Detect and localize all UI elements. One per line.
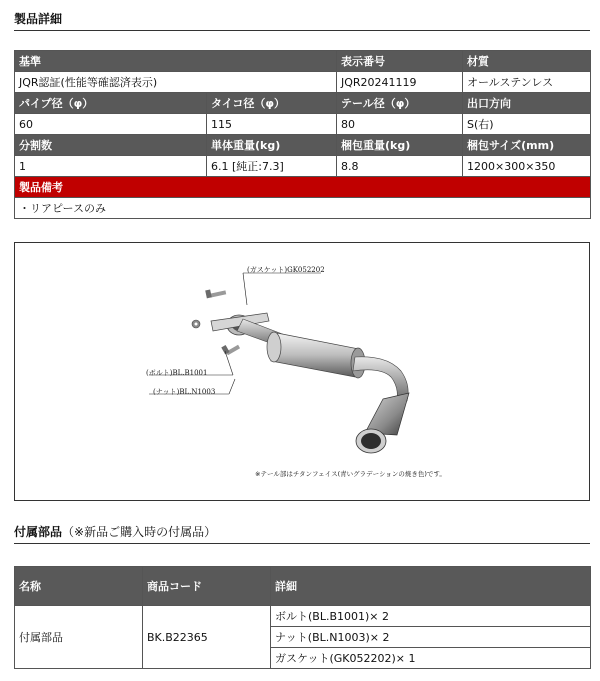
exhaust-diagram [14,242,590,501]
remarks-header-row [15,177,591,198]
value-exit-direction: S(右) [463,114,591,135]
bolt-callout: (ボルト)BL.B1001 [146,369,208,377]
accessory-name: 付属部品 [15,606,143,669]
header-tail-diameter: テール径（φ） [337,93,463,114]
value-package-weight: 8.8 [337,156,463,177]
accessories-subtitle: （※新品ご購入時の付属品） [62,525,217,539]
value-package-size: 1200×300×350 [463,156,591,177]
remarks-row [15,198,591,219]
remarks-header: 製品備考 [15,177,591,198]
value-standard: JQR認証(性能等確認済表示) [15,72,337,93]
spec-table [14,50,591,219]
value-unit-weight: 6.1 [純正:7.3] [207,156,337,177]
header-pipe-diameter: パイプ径（φ） [15,93,207,114]
section-divider [14,30,590,31]
accessories-title: 付属部品 [14,525,63,539]
header-material: 材質 [463,51,591,72]
header-display-number: 表示番号 [337,51,463,72]
header-name: 名称 [15,567,143,606]
value-sections: 1 [15,156,207,177]
spec-value-row-2 [15,114,591,135]
header-unit-weight: 単体重量(kg) [207,135,337,156]
accessory-detail-nut: ナット(BL.N1003)× 2 [271,627,591,648]
header-package-size: 梱包サイズ(mm) [463,135,591,156]
value-tail-diameter: 80 [337,114,463,135]
nut-icon [192,320,200,328]
muffler-icon [267,332,365,378]
spec-header-row-1 [15,51,591,72]
tail-note: ※テール部はチタンフェイス(青いグラデーションの焼き色)です。 [255,470,446,478]
header-package-weight: 梱包重量(kg) [337,135,463,156]
header-standard: 基準 [15,51,337,72]
accessory-code: BK.B22365 [143,606,271,669]
header-exit-direction: 出口方向 [463,93,591,114]
value-material: オールステンレス [463,72,591,93]
header-muffler-diameter: タイコ径（φ） [207,93,337,114]
accessory-detail-bolt: ボルト(BL.B1001)× 2 [271,606,591,627]
accessories-row [15,606,591,627]
nut-callout: (ナット)BL.N1003 [153,388,216,396]
accessories-header-row [15,567,591,606]
tail-tip-icon [356,393,409,453]
spec-header-row-2 [15,93,591,114]
section-divider-2 [14,543,590,544]
accessory-detail-gasket: ガスケット(GK052202)× 1 [271,648,591,669]
section-title-accessories [14,523,216,540]
remarks-text: ・リアピースのみ [15,198,591,219]
accessories-table [14,566,591,669]
spec-value-row-3 [15,156,591,177]
header-detail: 詳細 [271,567,591,606]
value-pipe-diameter: 60 [15,114,207,135]
header-product-code: 商品コード [143,567,271,606]
gasket-callout: (ガスケット)GK052202 [247,266,325,274]
exhaust-illustration [15,243,589,500]
value-muffler-diameter: 115 [207,114,337,135]
value-display-number: JQR20241119 [337,72,463,93]
spec-value-row-1 [15,72,591,93]
spec-header-row-3 [15,135,591,156]
header-sections: 分割数 [15,135,207,156]
section-title-product-details: 製品詳細 [14,12,63,26]
